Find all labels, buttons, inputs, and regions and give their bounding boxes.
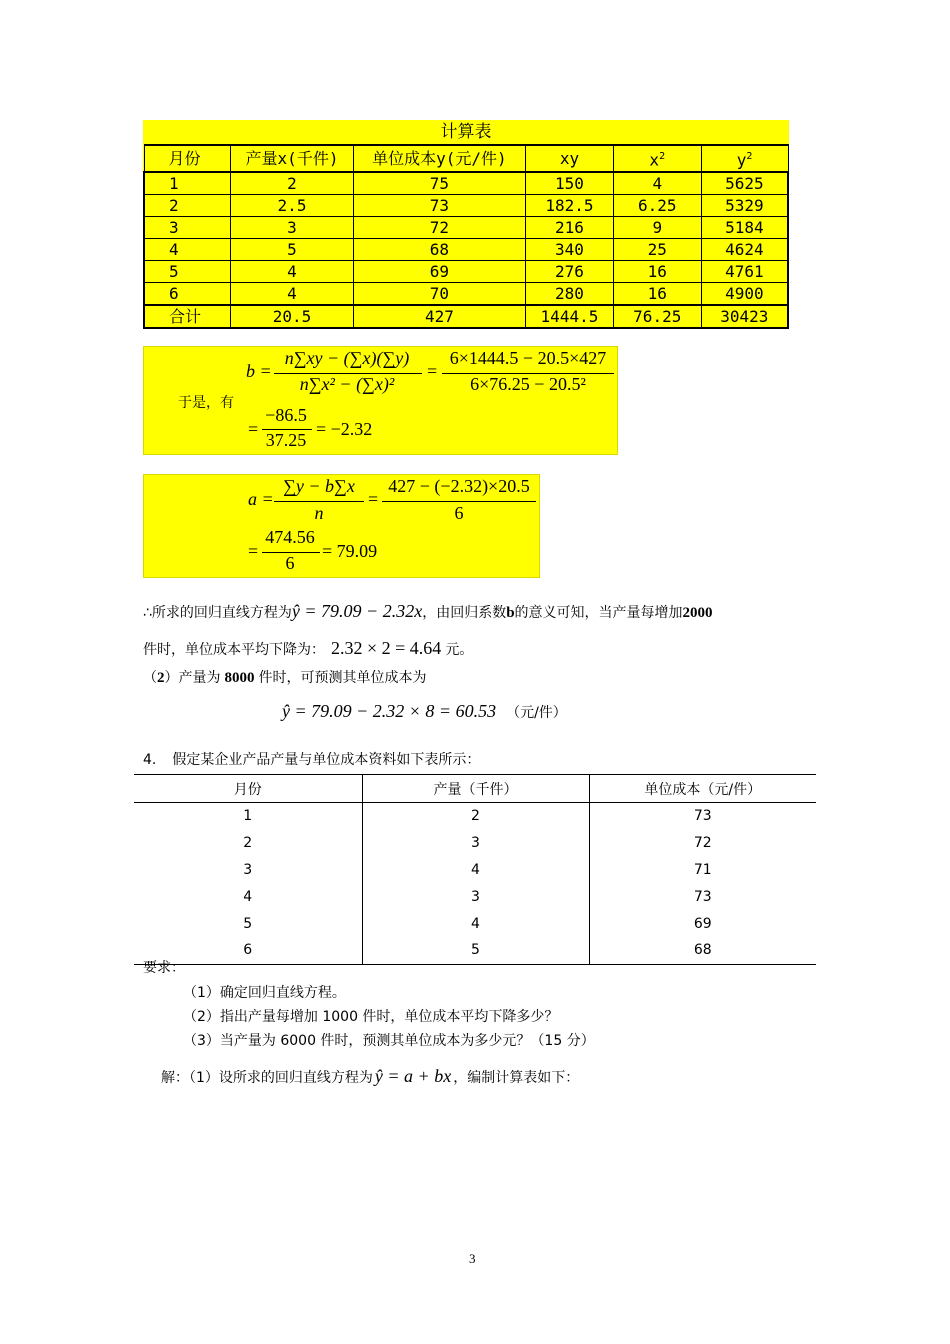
formula-a-den1: n [314,503,324,523]
calc-cell: 6 [144,283,231,306]
calc-cell: 276 [526,261,614,283]
formula-b-den2: 6×76.25 − 20.5² [470,374,586,394]
data-cell: 4 [243,888,253,905]
data-cell: 5 [362,937,589,964]
answer-text: ）产量为 [164,670,221,686]
data-cell: 3 [362,883,589,910]
data-cell: 73 [589,883,816,910]
calculation-table [143,144,789,329]
formula-b-eq2: = [248,419,259,439]
answer-line-3 [143,667,427,687]
answer-text: 件时，单位成本平均下降为： [143,642,325,658]
answer-line-4 [282,701,567,722]
calc-header-x2: $x^2$ [613,145,701,172]
formula-b-prefix: 于是，有 [178,395,234,411]
data-header-month: 月份 [134,775,362,803]
answer-bold: b [506,605,515,621]
data-header-output: 产量（千件） [362,775,589,803]
data-header-row [134,775,816,803]
calc-total-row [144,305,788,328]
data-cell: 4 [362,857,589,884]
question-number: 4. [143,752,157,768]
calc-cell: 75 [353,172,525,195]
calc-row [144,217,788,239]
data-cell: 68 [589,937,816,964]
page-number: 3 [469,1251,476,1266]
solution-text: 解：（1）设所求的回归直线方程为 [161,1070,373,1086]
data-header-cost: 单位成本（元/件） [589,775,816,803]
calc-cell: 5 [144,261,231,283]
calc-cell: 2.5 [231,195,354,217]
formula-b-box [143,346,618,455]
calc-cell: 68 [353,239,525,261]
calc-cell: 16 [613,283,701,306]
calc-cell: 2 [231,172,354,195]
solution-equation: ŷ = a + bx [374,1066,452,1086]
calc-cell: 4 [144,239,231,261]
question-text: 假定某企业产品产量与单位成本资料如下表所示： [172,752,481,768]
calc-cell: 5329 [701,195,788,217]
calc-header-y2: $y^2$ [701,145,788,172]
question-data-table [134,774,816,965]
formula-a-eq2: = [248,541,259,561]
calc-cell: 73 [353,195,525,217]
data-cell: 3 [243,861,253,878]
calc-total-cell: 427 [353,305,525,328]
answer-text: 元。 [445,642,474,658]
data-cell: 4 [362,910,589,937]
formula-a-bar2 [382,501,536,502]
formula-a-num2: 427 − (−2.32)×20.5 [388,476,530,496]
formula-b-num3: −86.5 [265,405,307,425]
calc-cell: 5184 [701,217,788,239]
formula-a-box [143,474,540,578]
data-cell: 73 [589,803,816,830]
formula-b-eq: = [427,361,438,381]
data-cell: 71 [589,857,816,884]
data-row [134,937,816,964]
data-row [134,857,816,884]
calc-total-cell: 1444.5 [526,305,614,328]
formula-b-num1: n∑xy − (∑x)(∑y) [284,348,410,368]
data-cell: 72 [589,830,816,857]
data-cell: 2 [243,835,253,852]
calc-cell: 5 [231,239,354,261]
calc-total-label: 合计 [144,305,231,328]
calc-row [144,239,788,261]
calc-row [144,261,788,283]
formula-b-den1: n∑x² − (∑x)² [299,374,395,394]
calc-cell: 280 [526,283,614,306]
requirement-2: （2）指出产量每增加 1000 件时，单位成本平均下降多少？ [183,1009,559,1025]
solution-line [161,1066,579,1087]
calc-header-row [144,145,788,172]
requirement-3: （3）当产量为 6000 件时，预测其单位成本为多少元？（15 分） [183,1033,595,1049]
calc-cell: 4 [231,283,354,306]
calc-cell: 4 [613,172,701,195]
calc-cell: 5625 [701,172,788,195]
decline-equation: 2.32 × 2 = 4.64 [331,638,442,658]
solution-text: ，编制计算表如下： [453,1070,580,1086]
calc-cell: 4761 [701,261,788,283]
calc-header-x: 产量x(千件) [231,145,354,172]
formula-a-lhs: a = [248,489,274,509]
calc-cell: 70 [353,283,525,306]
formula-a-eq: = [368,489,379,509]
calc-cell: 69 [353,261,525,283]
data-cell: 69 [589,910,816,937]
calc-cell: 4 [231,261,354,283]
formula-a-result: = 79.09 [322,541,378,561]
calc-cell: 340 [526,239,614,261]
data-cell: 2 [362,803,589,830]
data-row [134,910,816,937]
requirements-label: 要求： [143,960,185,976]
calc-total-cell: 20.5 [231,305,354,328]
data-row [134,803,816,830]
calc-cell: 3 [144,217,231,239]
calc-cell: 150 [526,172,614,195]
formula-b-lhs: b = [246,361,272,381]
answer-text: ，由回归系数 [422,605,507,621]
requirement-1: （1）确定回归直线方程。 [183,985,346,1001]
calc-row [144,283,788,306]
answer-bold: 2 [157,670,165,686]
answer-text: 的意义可知，当产量每增加 [514,605,683,621]
prediction-equation: ŷ = 79.09 − 2.32 × 8 = 60.53 [282,701,497,721]
formula-a-den2: 6 [454,503,464,523]
answer-text: （ [143,670,157,686]
calc-total-cell: 30423 [701,305,788,328]
formula-b-den3: 37.25 [265,430,307,450]
calculation-table-block [143,120,789,329]
calc-cell: 182.5 [526,195,614,217]
calc-cell: 6.25 [613,195,701,217]
calc-row [144,172,788,195]
formula-a-den3: 6 [285,553,295,573]
calc-total-cell: 76.25 [613,305,701,328]
calc-cell: 1 [144,172,231,195]
calc-cell: 72 [353,217,525,239]
data-row [134,883,816,910]
data-cell: 1 [243,808,253,825]
data-cell: 6 [134,937,362,964]
calc-cell: 216 [526,217,614,239]
calc-row [144,195,788,217]
calc-cell: 3 [231,217,354,239]
calc-cell: 2 [144,195,231,217]
data-cell: 3 [362,830,589,857]
answer-line-1 [143,601,713,622]
formula-b-num2: 6×1444.5 − 20.5×427 [449,348,607,368]
answer-line-2 [143,638,473,659]
answer-bold: 8000 [224,670,255,686]
calc-cell: 16 [613,261,701,283]
calc-header-month: 月份 [144,145,231,172]
formula-a-bar1 [274,501,364,502]
formula-a-num3: 474.56 [265,527,315,547]
calc-header-y: 单位成本y(元/件) [353,145,525,172]
answer-bold: 2000 [682,605,713,621]
regression-equation: ŷ = 79.09 − 2.32x [291,601,423,621]
data-row [134,830,816,857]
answer-text: 件时，可预测其单位成本为 [258,670,427,686]
calc-table-title: 计算表 [440,122,492,142]
answer-unit: （元/件） [506,705,567,721]
calc-cell: 25 [613,239,701,261]
question-4-line [143,749,480,769]
calc-cell: 4624 [701,239,788,261]
calc-cell: 4900 [701,283,788,306]
data-cell: 5 [243,915,253,932]
calc-cell: 9 [613,217,701,239]
calc-header-xy: xy [526,145,614,172]
answer-text: ∴所求的回归直线方程为 [143,605,292,621]
formula-a-num1: ∑y − b∑x [283,476,355,496]
formula-b-result: = −2.32 [316,419,373,439]
